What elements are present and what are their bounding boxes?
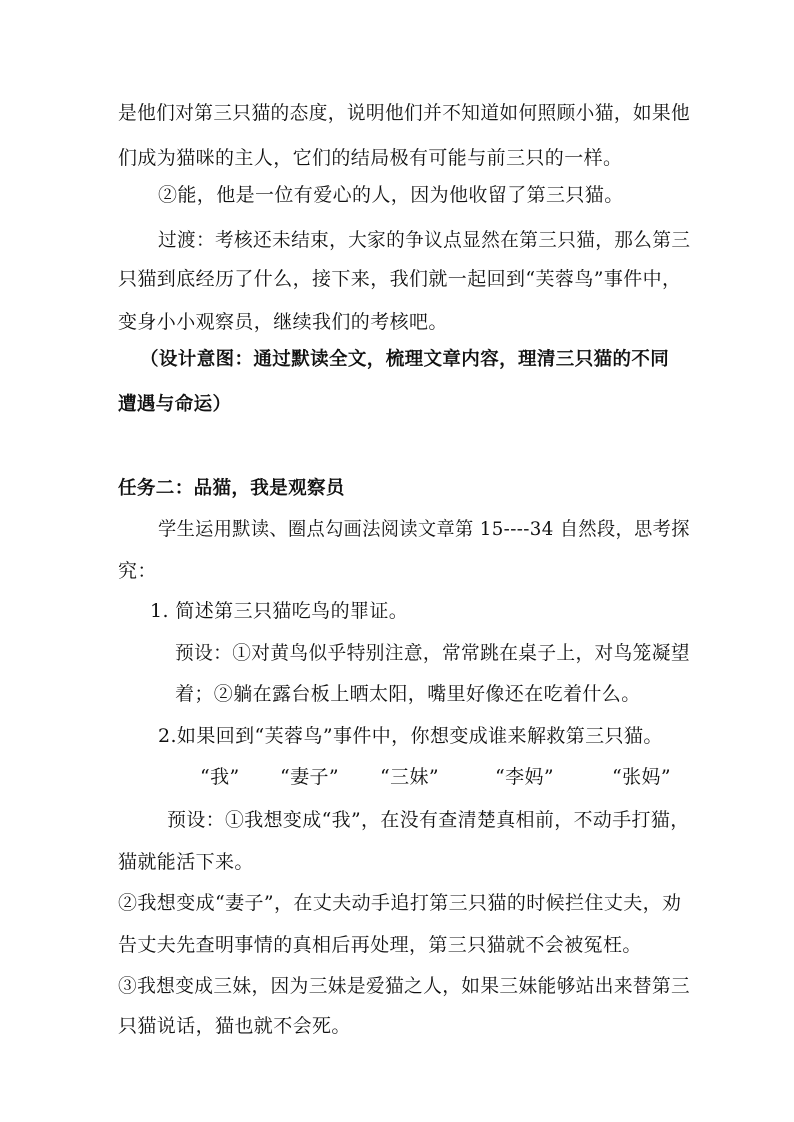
q2-preset-line: ②我想变成“妻子”，在丈夫动手追打第三只猫的时候拦住丈夫，劝: [118, 892, 682, 914]
q2-preset-line: ③我想变成三妹，因为三妹是爱猫之人，如果三妹能够站出来替第三: [118, 975, 691, 997]
paragraph-line: 们成为猫咪的主人，它们的结局极有可能与前三只的一样。: [118, 147, 623, 169]
role-option: “三妹”: [380, 766, 440, 788]
q1-preset-line: 预设：①对黄鸟似乎特别注意，常常跳在桌子上，对鸟笼凝望: [175, 642, 690, 664]
q2-preset-line: 猫就能活下来。: [118, 851, 254, 873]
task-intro-line: 学生运用默读、圈点勾画法阅读文章第 15----34 自然段，思考探: [158, 518, 690, 540]
role-option: “妻子”: [280, 766, 340, 788]
role-option: “张妈”: [612, 766, 672, 788]
q2-preset-line: 预设：①我想变成“我”，在没有查清楚真相前，不动手打猫，: [167, 809, 690, 831]
q2-preset-line: 告丈夫先查明事情的真相后再处理，第三只猫就不会被冤枉。: [118, 934, 642, 956]
question-1: 1. 简述第三只猫吃鸟的罪证。: [150, 600, 409, 622]
q2-preset-line: 只猫说话，猫也就不会死。: [118, 1015, 351, 1037]
question-2: 2.如果回到“芙蓉鸟”事件中，你想变成谁来解救第三只猫。: [158, 725, 663, 747]
task-intro-line: 究：: [118, 560, 157, 582]
paragraph-line: 变身小小观察员，继续我们的考核吧。: [118, 311, 448, 333]
paragraph-line: 是他们对第三只猫的态度，说明他们并不知道如何照顾小猫，如果他: [118, 102, 691, 124]
task-heading: 任务二：品猫，我是观察员: [118, 478, 345, 499]
paragraph-line: 只猫到底经历了什么，接下来，我们就一起回到“芙蓉鸟”事件中，: [118, 268, 682, 290]
role-option: “我”: [200, 766, 240, 788]
design-intent-line: 遭遇与命运）: [118, 394, 232, 415]
q1-preset-line: 着；②躺在露台板上晒太阳，嘴里好像还在吃着什么。: [175, 683, 641, 705]
paragraph-line: ②能，他是一位有爱心的人，因为他收留了第三只猫。: [158, 184, 624, 206]
design-intent-line: （设计意图：通过默读全文，梳理文章内容，理清三只猫的不同: [140, 349, 670, 370]
paragraph-line: 过渡：考核还未结束，大家的争议点显然在第三只猫，那么第三: [158, 229, 691, 251]
role-option: “李妈”: [495, 766, 555, 788]
